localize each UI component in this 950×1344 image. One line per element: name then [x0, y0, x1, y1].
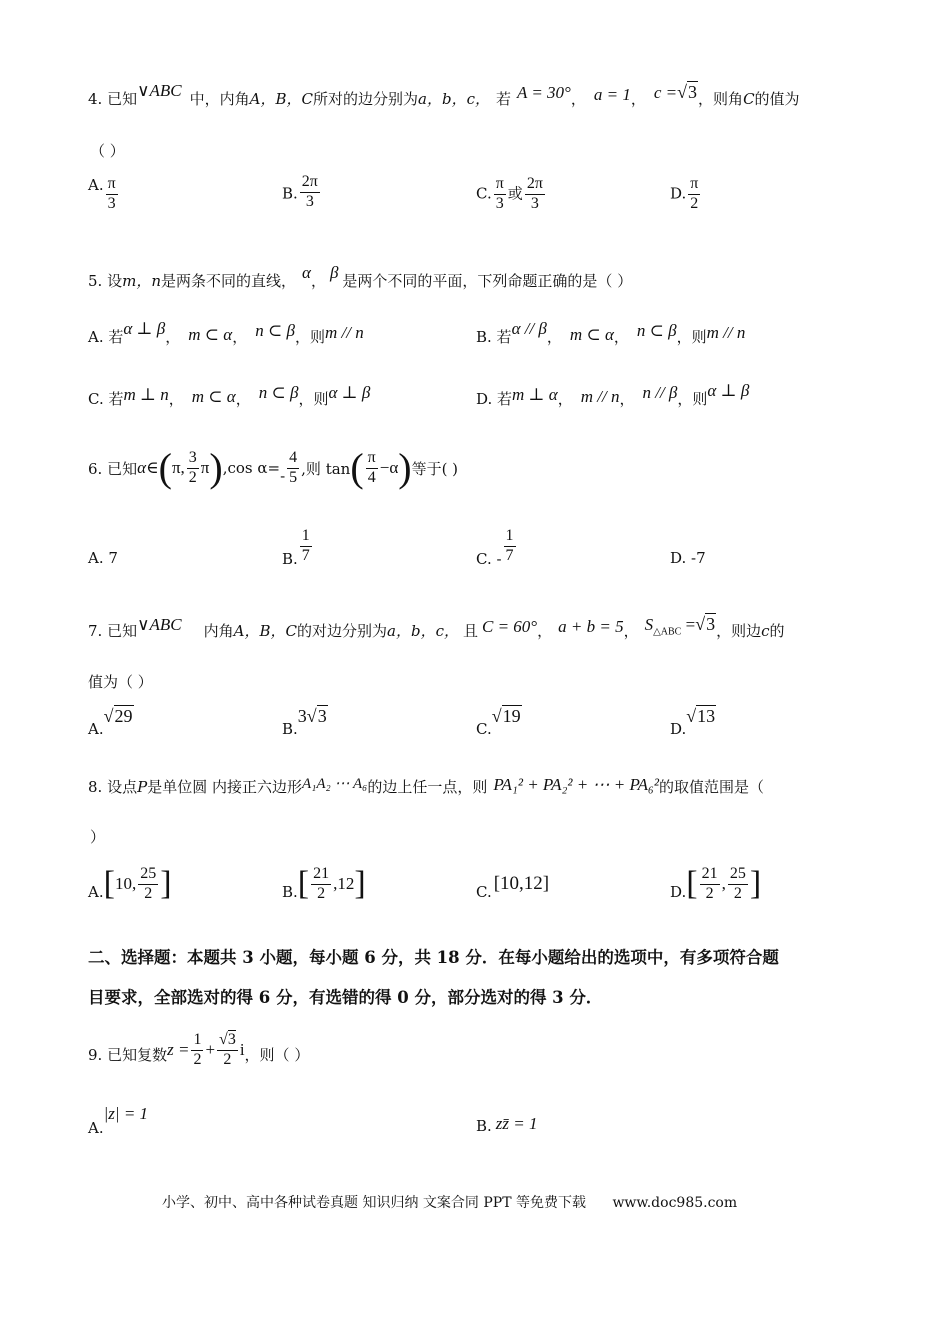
- q5-c-label: C. 若: [88, 390, 124, 408]
- q5-d-label: D. 若: [476, 390, 513, 408]
- q8-d-den1: 2: [705, 884, 714, 902]
- q4-text6: ，则角: [698, 90, 744, 108]
- q8-P: P: [137, 778, 148, 796]
- q5-text2: 是两个不同的平面，下列命题正确的是（ ）: [342, 272, 633, 290]
- q9-den2: 2: [223, 1050, 232, 1068]
- q8-text3: 的取值范围是（: [659, 778, 765, 796]
- q8-b-open: [: [297, 865, 310, 902]
- q9-b-expr: zz̄ = 1: [495, 1114, 538, 1133]
- q8-a-close: ]: [160, 865, 172, 902]
- q9-a-expr: |z| = 1: [103, 1104, 149, 1123]
- q6-b-num: 1: [300, 528, 312, 547]
- q9-num2-rad: 3: [227, 1030, 236, 1048]
- section2-heading-line1: 二、选择题：本题共 3 小题，每小题 6 分，共 18 分．在每小题给出的选项中，有多项符合题: [88, 948, 779, 967]
- q5-b-res: m // n: [706, 323, 746, 342]
- q7-d-rad: 13: [697, 706, 716, 726]
- q4-number: 4. 已知: [88, 90, 138, 108]
- q8-a-open: [: [103, 865, 115, 902]
- q5-d-c1: m ⊥ α: [512, 385, 558, 404]
- q9-number: 9. 已知复数: [88, 1045, 168, 1064]
- q4-c-or: 或: [507, 184, 523, 203]
- q9-num2: √3: [217, 1032, 238, 1051]
- q4-c-den1: 3: [495, 194, 504, 212]
- q4-c-num2: 2π: [525, 176, 545, 195]
- section2-heading-line2: 目要求，全部选对的得 6 分，有选错的得 0 分，部分选对的得 3 分．: [88, 988, 603, 1007]
- q4-d-frac: [688, 176, 700, 213]
- q4-option-c[interactable]: [476, 176, 547, 213]
- q9-option-b[interactable]: [476, 1114, 538, 1134]
- q8-b-upper: ,12: [333, 874, 355, 893]
- q6-option-b[interactable]: [282, 522, 314, 570]
- q4-a-den: 3: [107, 194, 116, 212]
- q6-int-den: 2: [188, 468, 197, 486]
- q5-a-c3: n ⊂ β: [255, 321, 295, 340]
- q9-z-eq: z =: [167, 1040, 190, 1059]
- q5-d-then: ，则: [677, 390, 708, 408]
- q8-d-frac1: [700, 866, 720, 903]
- q6-c-label: C. -: [476, 550, 502, 568]
- q4-if: 若: [495, 90, 511, 108]
- q4-c-label: C.: [476, 184, 492, 203]
- q5-number: 5. 设: [88, 272, 123, 290]
- footer: [162, 1192, 737, 1212]
- q9-option-a[interactable]: [88, 1104, 149, 1137]
- q6-paren-open: (: [158, 445, 172, 490]
- q7-b-label: B.: [282, 720, 298, 738]
- q7-b-rad: 3: [317, 706, 327, 726]
- q6-paren-close: ): [209, 445, 223, 490]
- q7-a-rad: 29: [114, 706, 133, 726]
- q7-angles: A，B，C: [233, 622, 298, 640]
- q6-number: 6. 已知: [88, 459, 138, 478]
- q4-option-b[interactable]: [282, 173, 322, 213]
- q5-d-c3: n // β: [642, 383, 678, 402]
- q5-c-res: α ⊥ β: [328, 383, 371, 402]
- q4-paren: （ ）: [90, 142, 125, 160]
- q5-beta: β: [329, 263, 339, 282]
- q7-cond-sum: a + b = 5: [558, 617, 624, 636]
- q8-b-frac: [311, 866, 331, 903]
- q6-tan-open: (: [350, 445, 364, 490]
- q8-text1: 是单位圆 内接正六边形: [147, 778, 302, 796]
- q6-equals: 等于( ): [411, 459, 459, 478]
- q6-option-c[interactable]: [476, 522, 518, 570]
- q5-option-a[interactable]: A. 若α ⊥ β， m ⊂ α， n ⊂ β，则m // n: [88, 319, 364, 346]
- q5-c-c3: n ⊂ β: [258, 383, 299, 402]
- q7-c: c: [761, 622, 770, 640]
- q5-b-c1: α // β: [511, 319, 547, 338]
- q8-b-num: 21: [311, 866, 331, 885]
- q9-plus: +: [205, 1040, 216, 1059]
- q6-alpha-in: α∈: [137, 458, 159, 477]
- q9-stem: [88, 1024, 309, 1076]
- q8-number: 8. 设点: [88, 778, 138, 796]
- q7-area-eq: =: [685, 615, 696, 634]
- q4-d-label: D.: [670, 184, 687, 203]
- q4-a-frac: [106, 176, 118, 213]
- q7-cond-area: [644, 615, 696, 638]
- q6-cos-den: 5: [289, 468, 298, 486]
- q4-a-num: π: [107, 175, 116, 192]
- q7-c-rad: 19: [502, 706, 521, 726]
- q4-option-a[interactable]: [88, 176, 120, 215]
- q9-i: i: [239, 1040, 245, 1059]
- q6-minus: -: [280, 467, 286, 485]
- q4-C: C: [743, 90, 755, 108]
- q8-b-label: B.: [282, 883, 298, 901]
- q4-cond-c: c =: [653, 83, 678, 102]
- q6-int-frac: [187, 450, 199, 487]
- q8-a-label: A.: [88, 883, 104, 901]
- q6-int-num: 3: [187, 450, 199, 469]
- q6-tan-frac: [366, 450, 378, 487]
- q7-a-label: A.: [88, 720, 104, 738]
- q8-option-c[interactable]: [476, 860, 549, 908]
- q5-a-c2: m ⊂ α: [188, 325, 233, 344]
- footer-text: 小学、初中、高中各种试卷真题 知识归纳 文案合同 PPT 等免费下载: [162, 1195, 586, 1211]
- q7-sides: a，b，c，: [387, 622, 459, 640]
- q4-sides: a，b，c，: [418, 90, 490, 108]
- q4-c-den2: 3: [530, 194, 539, 212]
- q5-option-c[interactable]: C. 若m ⊥ n， m ⊂ α， n ⊂ β，则α ⊥ β: [88, 383, 371, 408]
- q6-option-a[interactable]: A. 7: [88, 549, 118, 567]
- q6-option-d[interactable]: D. -7: [670, 549, 706, 567]
- q6-stem: [88, 438, 458, 498]
- q8-d-label: D.: [670, 883, 687, 901]
- q7-line2: 值为（ ）: [88, 673, 153, 691]
- q4-stem: 4. 已知∨ABC 中，内角A，B，C所对的边分别为a，b，c， 若 A = 30°， a = 1， c =√3，则角C的值为: [88, 81, 800, 108]
- q8-d-close: ]: [749, 865, 762, 902]
- q4-d-num: π: [688, 176, 700, 195]
- q4-b-num: 2π: [300, 174, 320, 193]
- q6-tan: ,则 tan: [301, 459, 351, 478]
- q7-c-label: C.: [476, 720, 492, 738]
- q6-b-frac: [300, 528, 312, 565]
- q8-d-frac2: [728, 866, 748, 903]
- q4-b-den: 3: [305, 192, 314, 210]
- q8-a-num: 25: [138, 866, 158, 885]
- q4-c-frac1: [494, 176, 506, 213]
- q4-b-label: B.: [282, 184, 298, 203]
- q5-b-c3: n ⊂ β: [636, 321, 677, 340]
- q7-text3: 的对边分别为: [297, 622, 388, 640]
- q9-b-label: B.: [476, 1117, 492, 1135]
- q8-option-a[interactable]: [88, 860, 172, 908]
- q8-option-b[interactable]: [282, 860, 366, 908]
- q4-b-frac: [300, 174, 320, 211]
- q8-expr: PA₁² + PA₂² + ⋯ + PA₆²: [493, 775, 660, 794]
- q6-int-pi2: π: [200, 458, 210, 477]
- q6-c-num: 1: [504, 528, 516, 547]
- q7-c-sqrt: √19: [491, 706, 521, 726]
- q8-a-lower: 10,: [114, 874, 137, 893]
- q4-triangle: ∨ABC: [137, 81, 182, 100]
- q4-c-num1: π: [494, 176, 506, 195]
- q7-d-label: D.: [670, 720, 687, 738]
- q7-triangle: ∨ABC: [137, 615, 182, 634]
- q5-a-then: ，则: [294, 328, 325, 346]
- q5-text1: 是两条不同的直线，: [160, 272, 296, 290]
- q7-b-pre: 3: [297, 706, 307, 726]
- q8-a-frac: [138, 866, 158, 903]
- q6-b-den: 7: [301, 546, 310, 564]
- q8-text2: 的边上任一点，则: [367, 778, 488, 796]
- q6-tan-minus: −α: [379, 458, 399, 477]
- q8-d-den2: 2: [733, 884, 742, 902]
- q5-c-then: ，则: [298, 390, 329, 408]
- q7-area-rad: 3: [706, 614, 716, 634]
- q6-cos: ,cos α=: [222, 459, 281, 477]
- q4-text8: 的值为: [754, 90, 800, 108]
- q8-b-den: 2: [317, 884, 326, 902]
- q5-alpha: α: [302, 263, 311, 282]
- q9-frac1: [191, 1032, 203, 1069]
- q6-tan-den: 4: [367, 468, 376, 486]
- q7-text6: ，则边: [716, 622, 762, 640]
- q5-a-c1: α ⊥ β: [123, 319, 166, 338]
- q8-hexagon: A₁A₂ ⋯ A₆: [301, 776, 368, 792]
- q7-option-a[interactable]: [88, 706, 134, 738]
- q4-text1: 中，内角: [189, 90, 250, 108]
- q7-a-sqrt: √29: [103, 706, 133, 726]
- q7-option-c[interactable]: [476, 706, 522, 738]
- q7-text1: 内角: [203, 622, 234, 640]
- q8-stem: [88, 776, 764, 797]
- q6-tan-close: ): [398, 445, 412, 490]
- q7-area-s: S: [644, 615, 654, 634]
- q9-frac2: [217, 1032, 238, 1069]
- q8-line2: ）: [90, 828, 106, 846]
- q8-c-interval: [10,12]: [493, 873, 550, 894]
- q9-tail: ，则（ ）: [244, 1045, 310, 1064]
- q6-c-frac: [504, 528, 516, 565]
- q5-b-then: ，则: [676, 328, 707, 346]
- q9-den1: 2: [193, 1050, 202, 1068]
- q5-c-c2: m ⊂ α: [191, 387, 236, 406]
- q8-c-label: C.: [476, 883, 492, 901]
- q6-b-label: B.: [282, 550, 298, 568]
- q5-option-b[interactable]: B. 若α // β， m ⊂ α， n ⊂ β，则m // n: [476, 319, 746, 346]
- q7-text8: 的: [769, 622, 785, 640]
- q7-area-sub: △ABC: [653, 626, 682, 638]
- q8-b-close: ]: [354, 865, 366, 902]
- q5-vars: m，n: [122, 272, 161, 290]
- q7-number: 7. 已知: [88, 622, 138, 640]
- q5-a-res: m // n: [324, 323, 364, 342]
- q5-stem: [88, 263, 633, 291]
- q7-d-sqrt: √13: [686, 706, 716, 726]
- q9-num1: 1: [191, 1032, 203, 1051]
- q4-option-d[interactable]: [670, 176, 702, 213]
- q4-angles: A，B，C: [249, 90, 314, 108]
- q5-a-label: A. 若: [88, 328, 124, 346]
- q8-d-open: [: [686, 865, 698, 902]
- q4-sqrt3: √3: [677, 82, 698, 102]
- q5-d-res: α ⊥ β: [707, 381, 750, 400]
- q6-cos-frac: [287, 450, 299, 487]
- q7-and: 且: [462, 622, 478, 640]
- q6-tan-num: π: [366, 450, 378, 469]
- q7-option-b[interactable]: [282, 706, 328, 738]
- q5-comma: ，: [310, 272, 326, 290]
- q4-sqrt3-rad: 3: [688, 82, 698, 102]
- q6-c-den: 7: [505, 546, 514, 564]
- footer-link[interactable]: www.doc985.com: [612, 1195, 738, 1211]
- q8-d-num1: 21: [700, 866, 720, 885]
- q6-cos-num: 4: [287, 450, 299, 469]
- q4-c-frac2: [525, 176, 545, 213]
- q7-area-sqrt: √3: [695, 614, 716, 634]
- q5-d-c2: m // n: [580, 387, 620, 406]
- q5-option-d[interactable]: D. 若m ⊥ α， m // n， n // β，则α ⊥ β: [476, 381, 750, 408]
- q4-text3: 所对的边分别为: [313, 90, 419, 108]
- q8-option-d[interactable]: D. [ $\frac{21}{2}$ , $\frac{25}{2}$ ]: [670, 864, 762, 902]
- q8-a-den: 2: [144, 884, 153, 902]
- q5-b-label: B. 若: [476, 328, 512, 346]
- q4-d-den: 2: [690, 194, 699, 212]
- q9-a-label: A.: [88, 1119, 104, 1137]
- q7-option-d[interactable]: [670, 706, 716, 738]
- q4-cond-a: a = 1: [593, 85, 631, 104]
- q6-int-pi: π,: [171, 458, 185, 477]
- q4-a-label: A.: [88, 176, 104, 194]
- q8-d-num2: 25: [728, 866, 748, 885]
- q7-cond-angle: C = 60°: [482, 617, 538, 636]
- q7-b-sqrt: 3√3: [297, 706, 327, 726]
- q4-cond-angle: A = 30°: [517, 83, 571, 102]
- q5-b-c2: m ⊂ α: [569, 325, 614, 344]
- q5-c-c1: m ⊥ n: [123, 385, 169, 404]
- q7-stem: 7. 已知∨ABC 内角A，B，C的对边分别为a，b，c， 且 C = 60°， a + b = 5， $S_{\triangle ABC} =√3$，则边c的: [88, 614, 785, 640]
